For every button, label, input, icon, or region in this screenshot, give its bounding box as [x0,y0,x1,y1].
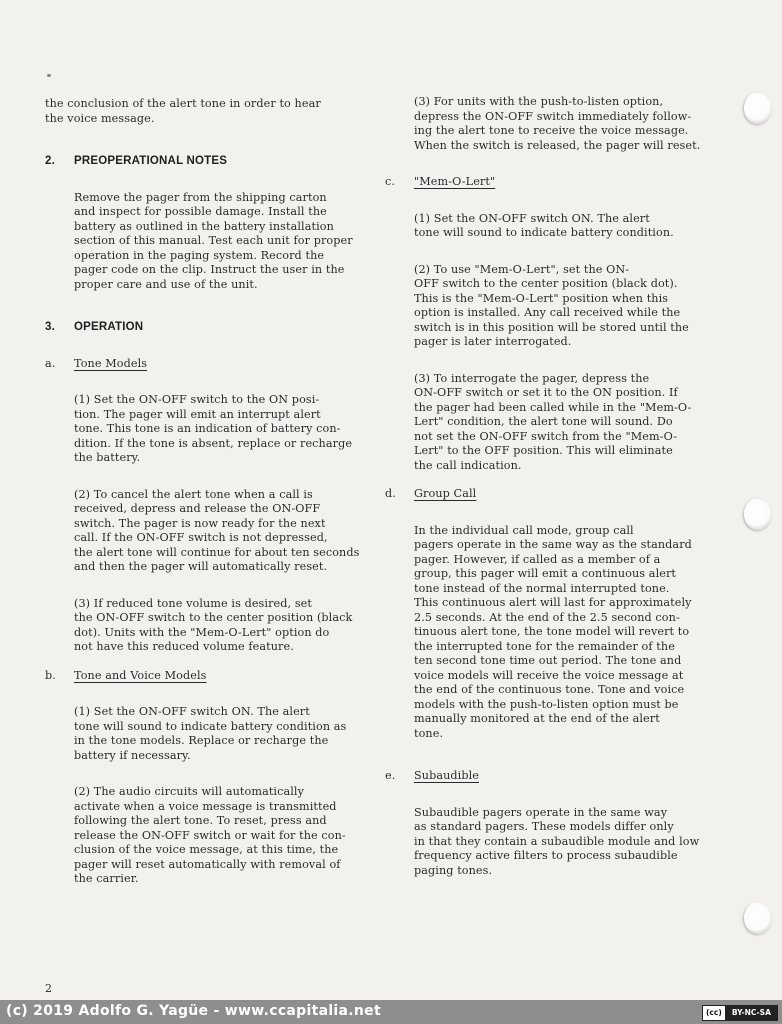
cc-logo-icon: (cc) [703,1006,726,1020]
subsection-letter: e. [385,769,396,782]
punch-hole-middle [744,498,772,530]
punch-hole-bottom [744,902,772,934]
subsection-heading-tone-voice [45,669,365,684]
paragraph: (2) To use "Mem-O-Lert", set the ON- OFF switch to the center position (black dot). This is the "Mem-O-Lert" position when this option is installed. Any call received while the switch is in this position will be stored until the pager is later interrogated. [414,262,689,348]
paragraph: (1) Set the ON-OFF switch to the ON posi- tion. The pager will emit an interrupt alert tone. This tone is an indication of battery con- dition. If the tone is absent, replace or recharge the battery. [74,393,353,464]
subsection-heading-mem-o-lert [385,175,707,190]
subsection-title: Subaudible [414,769,480,782]
subsection-title: Tone and Voice Models [74,668,207,682]
subsection-letter: c. [385,175,396,188]
right-column [385,95,707,878]
subsection-letter: b. [45,668,56,682]
subsection-title: "Mem-O-Lert" [414,175,496,188]
left-column [45,97,365,887]
subsection-letter: d. [385,487,396,500]
section-title: PREOPERATIONAL NOTES [74,155,228,167]
subsection-heading-subaudible [385,769,707,784]
license-terms: BY-NC-SA [726,1006,777,1020]
paragraph: (2) To cancel the alert tone when a call is received, depress and release the ON-OFF switch. The pager is now ready for the next call. If the ON-OFF switch is not depressed, the alert tone will continue for about ten seconds and then the pager will automatically reset. [74,487,360,573]
intro-text: the conclusion of the alert tone in order to hear the voice message. [45,97,321,125]
section-number: 3. [45,321,55,333]
paragraph: (3) If reduced tone volume is desired, set the ON-OFF switch to the center position (black dot). Units with the "Mem-O-Lert" option do not have this reduced volume feature. [74,596,353,653]
subsection-title: Tone Models [74,356,148,370]
subsection-letter: a. [45,356,56,370]
subsection-title: Group Call [414,487,477,500]
copyright-text: (c) 2019 Adolfo G. Yagüe - www.ccapitalia.net [6,1003,381,1019]
paragraph: (2) The audio circuits will automatically activate when a voice message is transmitted following the alert tone. To reset, press and release the ON-OFF switch or wait for the con- clusion of the voice message, at this time, the pager will reset automatically with removal of the carrier. [74,785,346,885]
punch-hole-top [744,92,772,124]
paragraph: (1) Set the ON-OFF switch ON. The alert tone will sound to indicate battery condition as in the tone models. Replace or recharge the battery if necessary. [74,705,347,762]
section-heading-preoperational [45,154,365,169]
page-number: 2 [45,982,52,995]
paragraph: (1) Set the ON-OFF switch ON. The alert tone will sound to indicate battery condition. [414,211,674,239]
subsection-heading-tone-models [45,357,365,372]
section-title: OPERATION [74,321,144,333]
speck-mark [47,74,51,77]
paragraph: In the individual call mode, group call pagers operate in the same way as the standard pager. However, if called as a member of a group, this pager will emit a continuous alert tone instead of the normal interrupted tone. This continuous alert will last for approximately 2.5 seconds. At the end of the 2.5 second con- tinuous alert tone, the tone model will revert to the interrupted tone for the remainder of the ten second tone time out period. The tone and voice models will receive the voice message at the end of the continuous tone. Tone and voice models with the push-to-listen option must be manually monitored at the end of the alert tone. [414,523,692,740]
subsection-heading-group-call [385,487,707,502]
creative-commons-badge [702,1005,778,1021]
copyright-footer-bar [0,1000,782,1024]
paragraph: (3) To interrogate the pager, depress the ON-OFF switch or set it to the ON position. If the pager had been called while in the "Mem-O- Lert" condition, the alert tone will sound. Do not set the ON-OFF switch from the "Mem-O- Lert" to the OFF position. This will eliminate the call indication. [414,371,692,472]
preoperational-notes-text: Remove the pager from the shipping carton and inspect for possible damage. Install the battery as outlined in the battery installation section of this manual. Test each unit for proper operation in the paging system. Record the pager code on the clip. Instruct the user in the proper care and use of the unit. [74,190,353,291]
paragraph: Subaudible pagers operate in the same way as standard pagers. These models differ only in that they contain a subaudible module and low frequency active filters to process subaudible paging tones. [414,805,700,877]
section-number: 2. [45,155,55,167]
section-heading-operation [45,320,365,335]
paragraph: (3) For units with the push-to-listen option, depress the ON-OFF switch immediately follow- ing the alert tone to receive the voice message. When the switch is released, the pager will reset. [414,95,701,152]
